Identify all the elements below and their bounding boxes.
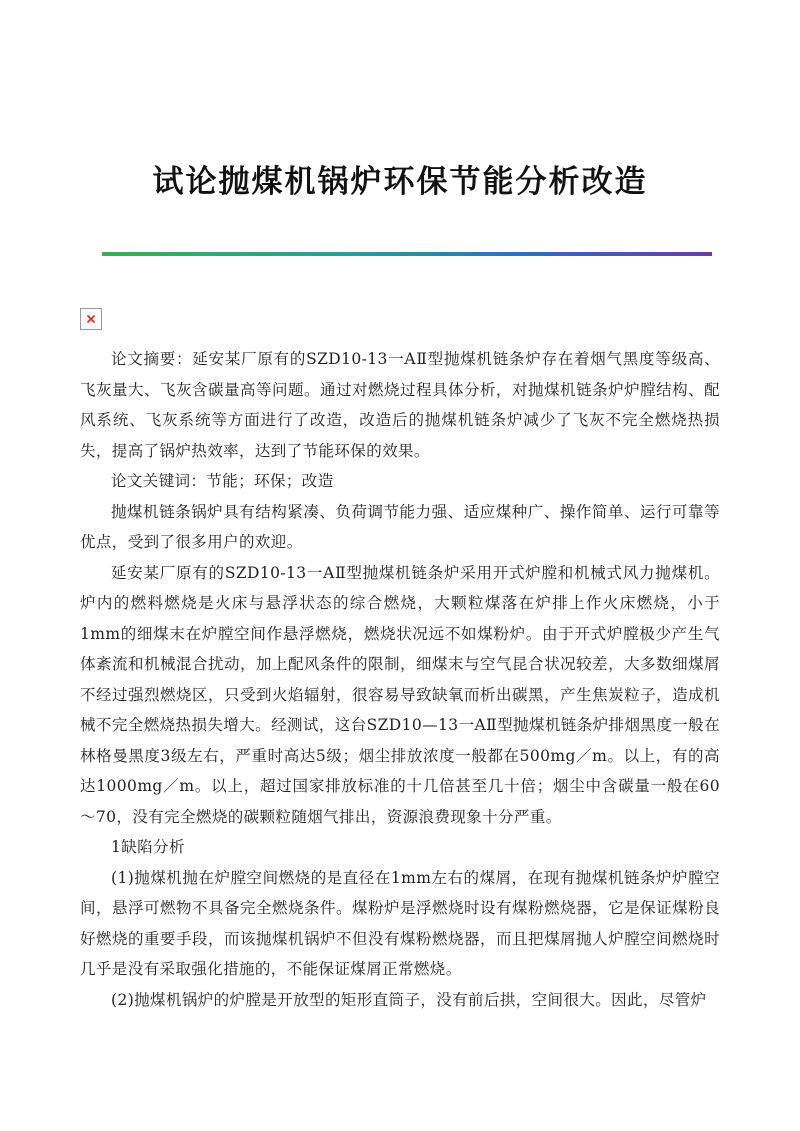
intro-paragraph: 抛煤机链条锅炉具有结构紧凑、负荷调节能力强、适应煤种广、操作简单、运行可靠等优点，受到了很多用户的欢迎。 (80, 502, 720, 551)
broken-image-icon (80, 308, 102, 330)
document-title: 试论抛煤机锅炉环保节能分析改造 (152, 164, 648, 200)
defect-paragraph-1: (1)抛煤机抛在炉膛空间燃烧的是直径在1mm左右的煤屑，在现有抛煤机链条炉炉膛空间，悬浮可燃物不具备完全燃烧条件。煤粉炉是浮燃烧时设有煤粉燃烧器，它是保证煤粉良好燃烧的重要手段，而该抛煤机锅炉不但没有煤粉燃烧器，而且把煤屑抛人炉膛空间燃烧时几乎是没有采取强化措施的，不能保证煤屑正常燃烧。 (80, 868, 720, 978)
background-paragraph: 延安某厂原有的SZD10-13一AⅡ型抛煤机链条炉采用开式炉膛和机械式风力抛煤机。炉内的燃料燃烧是火床与悬浮状态的综合燃烧，大颗粒煤落在炉排上作火床燃烧，小于1mm的细煤末在炉膛空间作悬浮燃烧，燃烧状况远不如煤粉炉。由于开式炉膛极少产生气体紊流和机械混合扰动，加上配风条件的限制，细煤末与空气昆合状况较差，大多数细煤屑不经过强烈燃烧区，只受到火焰辐射，很容易导致缺氧而析出碳黑，产生焦炭粒子，造成机械不完全燃烧热损失增大。经测试，这台SZD10—13一AⅡ型抛煤机链条炉排烟黑度一般在林格曼黑度3级左右，严重时高达5级；烟尘排放浓度一般都在500mg／m。以上，有的高达1000mg／m。以上，超过国家排放标准的十几倍甚至几十倍；烟尘中含碳量一般在60～70，没有完全燃烧的碳颗粒随烟气排出，资源浪费现象十分严重。 (80, 563, 720, 826)
title-divider (102, 252, 712, 256)
keywords-paragraph: 论文关键词：节能；环保；改造 (111, 472, 334, 490)
abstract-paragraph: 论文摘要：延安某厂原有的SZD10-13一AⅡ型抛煤机链条炉存在着烟气黑度等级高、飞灰量大、飞灰含碳量高等问题。通过对燃烧过程具体分析，对抛煤机链条炉炉膛结构、配风系统、飞灰系统等方面进行了改造，改造后的抛煤机链条炉减少了飞灰不完全燃烧热损失，提高了锅炉热效率，达到了节能环保的效果。 (80, 350, 720, 460)
section-heading-defect-analysis: 1缺陷分析 (111, 838, 185, 856)
defect-paragraph-2: (2)抛煤机锅炉的炉膛是开放型的矩形直筒子，没有前后拱，空间很大。因此，尽管炉 (111, 990, 707, 1009)
document-body (80, 344, 720, 1015)
